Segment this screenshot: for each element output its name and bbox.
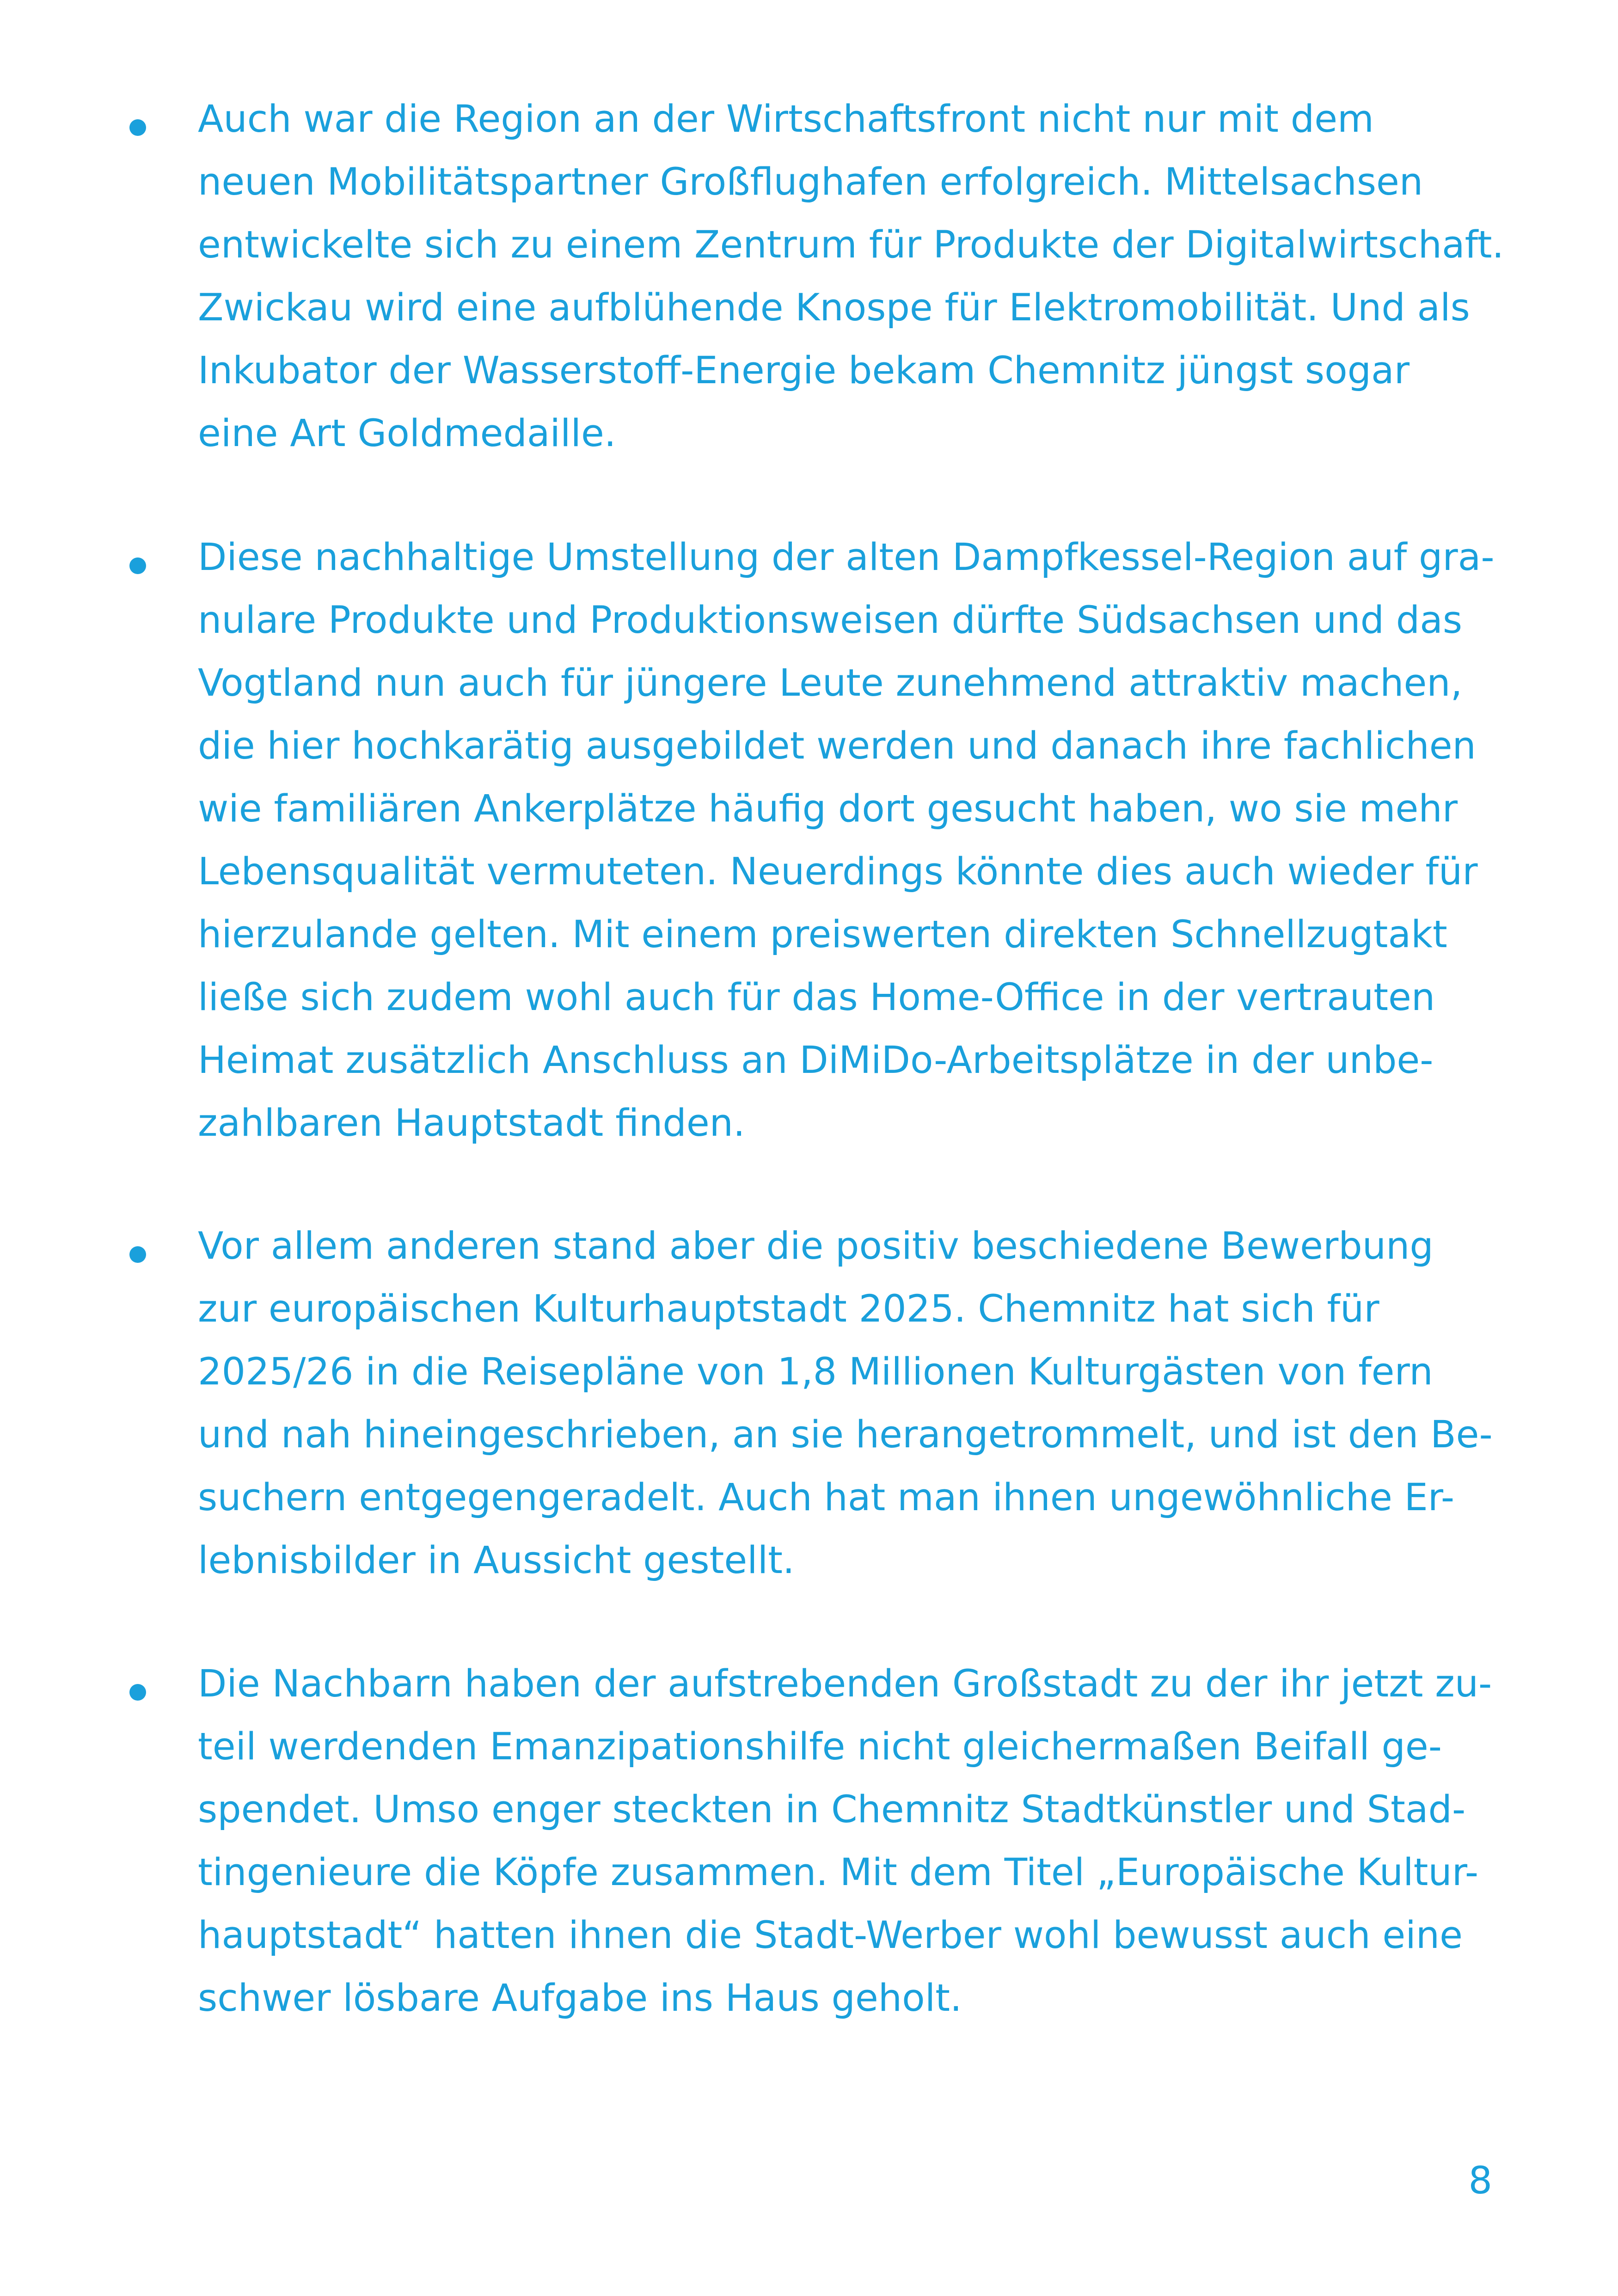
text-line: zahlbaren Hauptstadt finden. — [198, 1102, 745, 1145]
page-number: 8 — [1468, 2159, 1492, 2203]
text-line: Inkubator der Wasserstoff-Energie bekam Chemnitz jüngst sogar — [198, 349, 1410, 392]
text-line: die hier hochkarätig ausgebildet werden und danach ihre fachlichen — [198, 724, 1476, 768]
text-line: zur europäischen Kulturhauptstadt 2025. Chemnitz hat sich für — [198, 1287, 1379, 1331]
text-line: tingenieure die Köpfe zusammen. Mit dem Titel „Europäische Kultur- — [198, 1851, 1479, 1894]
text-line: spendet. Umso enger steckten in Chemnitz Stadtkünstler und Stad- — [198, 1788, 1466, 1831]
text-line: Die Nachbarn haben der aufstrebenden Großstadt zu der ihr jetzt zu- — [198, 1662, 1492, 1706]
text-line: Lebensqualität vermuteten. Neuerdings könnte dies auch wieder für — [198, 850, 1478, 894]
bullet-dot-icon — [129, 119, 146, 136]
text-line: ließe sich zudem wohl auch für das Home-Office in der vertrauten — [198, 976, 1435, 1019]
text-line: und nah hineingeschrieben, an sie herangetrommelt, und ist den Be- — [198, 1413, 1493, 1457]
text-line: lebnisbilder in Aussicht gestellt. — [198, 1539, 795, 1582]
bullet-dot-icon — [129, 1246, 146, 1263]
text-line: eine Art Goldmedaille. — [198, 412, 616, 455]
paragraph — [198, 1653, 1525, 2030]
paragraph — [198, 1215, 1525, 1592]
paragraph — [198, 526, 1525, 1155]
text-line: hauptstadt“ hatten ihnen die Stadt-Werber wohl bewusst auch eine — [198, 1914, 1463, 1957]
text-line: wie familiären Ankerplätze häufig dort gesucht haben, wo sie mehr — [198, 787, 1458, 831]
text-line: 2025/26 in die Reisepläne von 1,8 Millionen Kulturgästen von fern — [198, 1350, 1433, 1394]
bullet-dot-icon — [129, 557, 146, 574]
paragraph — [198, 88, 1525, 465]
text-line: Zwickau wird eine aufblühende Knospe für Elektromobilität. Und als — [198, 286, 1470, 330]
text-line: suchern entgegengeradelt. Auch hat man ihnen ungewöhnliche Er- — [198, 1476, 1455, 1519]
text-line: entwickelte sich zu einem Zentrum für Produkte der Digitalwirtschaft. — [198, 223, 1504, 267]
text-line: schwer lösbare Aufgabe ins Haus geholt. — [198, 1977, 962, 2020]
text-line: Heimat zusätzlich Anschluss an DiMiDo-Arbeitsplätze in der unbe- — [198, 1039, 1434, 1082]
text-line: Auch war die Region an der Wirtschaftsfront nicht nur mit dem — [198, 98, 1374, 141]
text-line: Vor allem anderen stand aber die positiv beschiedene Bewerbung — [198, 1225, 1434, 1268]
text-line: neuen Mobilitätspartner Großflughafen erfolgreich. Mittelsachsen — [198, 160, 1423, 204]
text-line: nulare Produkte und Produktionsweisen dürfte Südsachsen und das — [198, 599, 1463, 642]
text-line: teil werdenden Emanzipationshilfe nicht gleichermaßen Beifall ge- — [198, 1725, 1442, 1769]
text-line: Vogtland nun auch für jüngere Leute zunehmend attraktiv machen, — [198, 661, 1463, 705]
text-line: hierzulande gelten. Mit einem preiswerten direkten Schnellzugtakt — [198, 913, 1447, 956]
text-line: Diese nachhaltige Umstellung der alten Dampfkessel-Region auf gra- — [198, 536, 1495, 579]
bullet-dot-icon — [129, 1684, 146, 1701]
